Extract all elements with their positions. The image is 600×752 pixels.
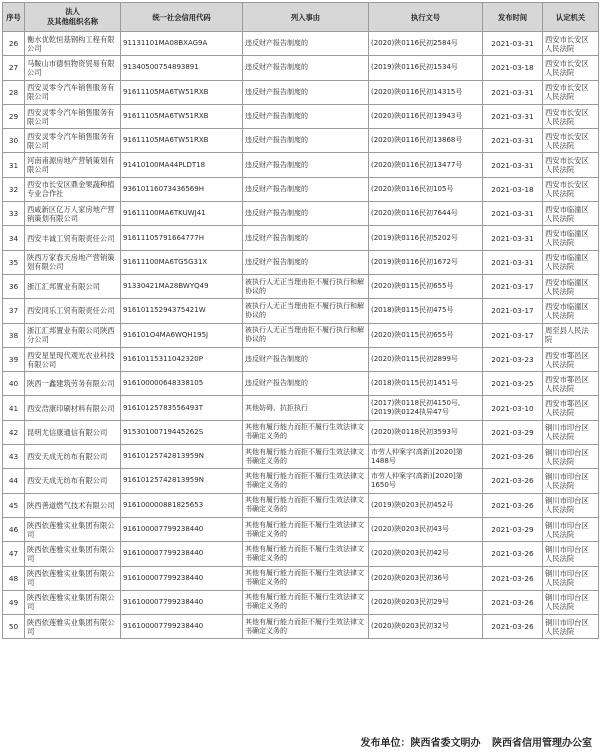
header-name: 法人 及其他组织名称 (25, 3, 121, 32)
entity-name-cell: 陕西依莲雅实业集团有限公司 (25, 615, 121, 639)
case-number-cell: (2020)陕0203民初36号 (369, 566, 483, 590)
table-row (3, 129, 599, 153)
case-number-cell: (2019)陕0116民初5202号 (369, 226, 483, 250)
entity-name-cell: 昆明尤信康通信有限公司 (25, 420, 121, 444)
authority-cell: 西安市长安区人民法院 (543, 32, 599, 56)
credit-code-cell: 916100000648338105 (121, 372, 243, 396)
authority-cell: 铜川市印台区人民法院 (543, 493, 599, 517)
authority-cell: 西安市临潼区人民法院 (543, 274, 599, 298)
table-row (3, 250, 599, 274)
authority-cell: 铜川市印台区人民法院 (543, 615, 599, 639)
listing-reason-cell: 违反财产报告制度的 (243, 250, 369, 274)
publish-date-cell: 2021-03-26 (483, 590, 543, 614)
row-number-cell: 31 (3, 153, 25, 177)
publish-date-cell: 2021-03-17 (483, 274, 543, 298)
authority-cell: 西安市鄠邑区人民法院 (543, 372, 599, 396)
publish-date-cell: 2021-03-31 (483, 250, 543, 274)
publish-date-cell: 2021-03-31 (483, 80, 543, 104)
authority-cell: 西安市临潼区人民法院 (543, 299, 599, 323)
publish-date-cell: 2021-03-31 (483, 153, 543, 177)
row-number-cell: 34 (3, 226, 25, 250)
table-row (3, 323, 599, 347)
entity-name-cell: 西安浩康印刷材料有限公司 (25, 396, 121, 420)
authority-cell: 铜川市印台区人民法院 (543, 445, 599, 469)
entity-name-cell: 陕西一鑫建筑劳务有限公司 (25, 372, 121, 396)
credit-code-cell: 91410100MA44PLDT18 (121, 153, 243, 177)
authority-cell: 西安市临潼区人民法院 (543, 226, 599, 250)
listing-reason-cell: 其他有履行能力而拒不履行生效法律文书确定义务的 (243, 590, 369, 614)
entity-name-cell: 西安灵零令汽车销售服务有限公司 (25, 80, 121, 104)
table-row (3, 104, 599, 128)
credit-code-cell: 91611100MA6TG5G31X (121, 250, 243, 274)
row-number-cell: 50 (3, 615, 25, 639)
dishonest-entity-table (2, 2, 599, 639)
authority-cell: 西安市长安区人民法院 (543, 56, 599, 80)
listing-reason-cell: 违反财产报告制度的 (243, 347, 369, 371)
entity-name-cell: 河南甫源房地产营销策划有限公司 (25, 153, 121, 177)
header-org: 认定机关 (543, 3, 599, 32)
table-row (3, 420, 599, 444)
entity-name-cell: 陕西依莲雅实业集团有限公司 (25, 590, 121, 614)
case-number-cell: (2020)陕0115民初655号 (369, 274, 483, 298)
credit-code-cell: 916100007799238440 (121, 566, 243, 590)
credit-code-cell: 91611105MA6TW51RXB (121, 104, 243, 128)
entity-name-cell: 西安丰诚工贸有限责任公司 (25, 226, 121, 250)
table-row (3, 372, 599, 396)
table-row (3, 396, 599, 420)
entity-name-cell: 陕西万家春天房地产营销策划有限公司 (25, 250, 121, 274)
table-row (3, 153, 599, 177)
publish-date-cell: 2021-03-26 (483, 542, 543, 566)
row-number-cell: 43 (3, 445, 25, 469)
table-row (3, 469, 599, 493)
entity-name-cell: 西安星星现代观光农业科技有限公司 (25, 347, 121, 371)
entity-name-cell: 西安灵零令汽车销售服务有限公司 (25, 129, 121, 153)
publish-date-cell: 2021-03-18 (483, 56, 543, 80)
publish-date-cell: 2021-03-29 (483, 420, 543, 444)
table-row (3, 202, 599, 226)
case-number-cell: (2020)陕0116民初2584号 (369, 32, 483, 56)
case-number-cell: (2020)陕0116民初13943号 (369, 104, 483, 128)
listing-reason-cell: 违反财产报告制度的 (243, 177, 369, 201)
table-row (3, 177, 599, 201)
authority-cell: 铜川市印台区人民法院 (543, 420, 599, 444)
credit-code-cell: 91610125742813959N (121, 445, 243, 469)
case-number-cell: (2020)陕0115民初2899号 (369, 347, 483, 371)
authority-cell: 西安市鄠邑区人民法院 (543, 396, 599, 420)
table-row (3, 299, 599, 323)
credit-code-cell: 91340500754893891 (121, 56, 243, 80)
authority-cell: 铜川市印台区人民法院 (543, 517, 599, 541)
listing-reason-cell: 其他有履行能力而拒不履行生效法律文书确定义务的 (243, 493, 369, 517)
credit-code-cell: 916101O4MA6WQH195J (121, 323, 243, 347)
publisher-footer (361, 734, 592, 749)
case-number-cell: (2017)陕0118民初4150号,(2019)陕0124执异47号 (369, 396, 483, 420)
publish-date-cell: 2021-03-31 (483, 32, 543, 56)
table-row (3, 566, 599, 590)
listing-reason-cell: 其他有履行能力而拒不履行生效法律文书确定义务的 (243, 517, 369, 541)
authority-cell: 西安市鄠邑区人民法院 (543, 347, 599, 371)
credit-code-cell: 91611100MA6TKUWJ41 (121, 202, 243, 226)
header-time: 发布时间 (483, 3, 543, 32)
publish-date-cell: 2021-03-10 (483, 396, 543, 420)
authority-cell: 西安市长安区人民法院 (543, 104, 599, 128)
row-number-cell: 28 (3, 80, 25, 104)
case-number-cell: (2020)陕0116民初13477号 (369, 153, 483, 177)
row-number-cell: 47 (3, 542, 25, 566)
listing-reason-cell: 其他有履行能力而拒不履行生效法律文书确定义务的 (243, 566, 369, 590)
credit-code-cell: 916100007799238440 (121, 615, 243, 639)
credit-code-cell: 91610125742813959N (121, 469, 243, 493)
credit-code-cell: 91530100719445262S (121, 420, 243, 444)
row-number-cell: 44 (3, 469, 25, 493)
table-body (3, 32, 599, 639)
row-number-cell: 40 (3, 372, 25, 396)
row-number-cell: 37 (3, 299, 25, 323)
case-number-cell: (2020)陕0203民初43号 (369, 517, 483, 541)
table-row (3, 542, 599, 566)
entity-name-cell: 浙江汇邦置业有限公司陕西分公司 (25, 323, 121, 347)
case-number-cell: (2019)陕0203民初452号 (369, 493, 483, 517)
case-number-cell: 市劳人仲案字(高新)[2020]第1488号 (369, 445, 483, 469)
publish-date-cell: 2021-03-23 (483, 347, 543, 371)
entity-name-cell: 西安灵零令汽车销售服务有限公司 (25, 104, 121, 128)
credit-code-cell: 916100007799238440 (121, 517, 243, 541)
credit-code-cell: 91611105MA6TW51RXB (121, 80, 243, 104)
listing-reason-cell: 其他有履行能力而拒不履行生效法律文书确定义务的 (243, 445, 369, 469)
publish-date-cell: 2021-03-26 (483, 469, 543, 493)
listing-reason-cell: 违反财产报告制度的 (243, 226, 369, 250)
listing-reason-cell: 违反财产报告制度的 (243, 80, 369, 104)
entity-name-cell: 陕西善道燃气技术有限公司 (25, 493, 121, 517)
header-reason: 列入事由 (243, 3, 369, 32)
entity-name-cell: 陕西依莲雅实业集团有限公司 (25, 517, 121, 541)
entity-name-cell: 西咸新区亿万人家房地产营销策划有限公司 (25, 202, 121, 226)
publish-date-cell: 2021-03-31 (483, 202, 543, 226)
listing-reason-cell: 其他有履行能力而拒不履行生效法律文书确定义务的 (243, 542, 369, 566)
case-number-cell: (2018)陕0115民初1451号 (369, 372, 483, 396)
case-number-cell: (2020)陕0203民初32号 (369, 615, 483, 639)
listing-reason-cell: 违反财产报告制度的 (243, 372, 369, 396)
credit-code-cell: 93610116073436569H (121, 177, 243, 201)
row-number-cell: 48 (3, 566, 25, 590)
listing-reason-cell: 其他有履行能力而拒不履行生效法律文书确定义务的 (243, 469, 369, 493)
row-number-cell: 27 (3, 56, 25, 80)
case-number-cell: (2018)陕0115民初475号 (369, 299, 483, 323)
publish-date-cell: 2021-03-17 (483, 323, 543, 347)
table-row (3, 274, 599, 298)
listing-reason-cell: 其他有履行能力而拒不履行生效法律文书确定义务的 (243, 420, 369, 444)
credit-code-cell: 91610125783556493T (121, 396, 243, 420)
authority-cell: 西安市临潼区人民法院 (543, 202, 599, 226)
authority-cell: 西安市长安区人民法院 (543, 80, 599, 104)
case-number-cell: (2019)陕0116民初1672号 (369, 250, 483, 274)
authority-cell: 铜川市印台区人民法院 (543, 590, 599, 614)
table-row (3, 615, 599, 639)
row-number-cell: 26 (3, 32, 25, 56)
case-number-cell: (2020)陕0118民初3593号 (369, 420, 483, 444)
listing-reason-cell: 违反财产报告制度的 (243, 104, 369, 128)
entity-name-cell: 衡水优乾恒基钢构工程有限公司 (25, 32, 121, 56)
listing-reason-cell: 被执行人无正当理由拒不履行执行和解协议的 (243, 299, 369, 323)
credit-code-cell: 91131101MA08BXAG9A (121, 32, 243, 56)
row-number-cell: 35 (3, 250, 25, 274)
row-number-cell: 42 (3, 420, 25, 444)
credit-code-cell: 916100007799238440 (121, 542, 243, 566)
listing-reason-cell: 违反财产报告制度的 (243, 32, 369, 56)
publish-date-cell: 2021-03-31 (483, 104, 543, 128)
authority-cell: 西安市长安区人民法院 (543, 153, 599, 177)
table-row (3, 32, 599, 56)
case-number-cell: (2020)陕0115民初655号 (369, 323, 483, 347)
table-header-row (3, 3, 599, 32)
publish-date-cell: 2021-03-26 (483, 493, 543, 517)
row-number-cell: 33 (3, 202, 25, 226)
entity-name-cell: 马鞍山市德恒物资贸易有限公司 (25, 56, 121, 80)
publish-date-cell: 2021-03-26 (483, 566, 543, 590)
case-number-cell: (2020)陕0116民初105号 (369, 177, 483, 201)
row-number-cell: 32 (3, 177, 25, 201)
listing-reason-cell: 违反财产报告制度的 (243, 129, 369, 153)
row-number-cell: 29 (3, 104, 25, 128)
credit-code-cell: 91330421MA28BWYQ49 (121, 274, 243, 298)
table-row (3, 347, 599, 371)
authority-cell: 铜川市印台区人民法院 (543, 566, 599, 590)
authority-cell: 西安市长安区人民法院 (543, 129, 599, 153)
table-row (3, 226, 599, 250)
row-number-cell: 49 (3, 590, 25, 614)
listing-reason-cell: 被执行人无正当理由拒不履行执行和解协议的 (243, 323, 369, 347)
listing-reason-cell: 违反财产报告制度的 (243, 56, 369, 80)
publish-date-cell: 2021-03-18 (483, 177, 543, 201)
row-number-cell: 39 (3, 347, 25, 371)
credit-code-cell: 91610115311042320P (121, 347, 243, 371)
case-number-cell: (2020)陕0116民初14315号 (369, 80, 483, 104)
entity-name-cell: 西安市长安区鼎金果蔬种植专业合作社 (25, 177, 121, 201)
header-case: 执行文号 (369, 3, 483, 32)
header-code: 统一社会信用代码 (121, 3, 243, 32)
publish-date-cell: 2021-03-29 (483, 517, 543, 541)
credit-code-cell: 916100000881825653 (121, 493, 243, 517)
row-number-cell: 30 (3, 129, 25, 153)
authority-cell: 西安市临潼区人民法院 (543, 250, 599, 274)
row-number-cell: 36 (3, 274, 25, 298)
entity-name-cell: 陕西依莲雅实业集团有限公司 (25, 566, 121, 590)
entity-name-cell: 西安天成无纺布有限公司 (25, 469, 121, 493)
publisher-label-2: 陕西省信用管理办公室 (492, 738, 592, 749)
publish-date-cell: 2021-03-26 (483, 615, 543, 639)
case-number-cell: (2020)陕0203民初42号 (369, 542, 483, 566)
publish-date-cell: 2021-03-26 (483, 445, 543, 469)
entity-name-cell: 浙江汇邦置业有限公司 (25, 274, 121, 298)
credit-code-cell: 91611105MA6TW51RXB (121, 129, 243, 153)
credit-code-cell: 916100007799238440 (121, 590, 243, 614)
header-no: 序号 (3, 3, 25, 32)
row-number-cell: 41 (3, 396, 25, 420)
authority-cell: 铜川市印台区人民法院 (543, 542, 599, 566)
table-row (3, 590, 599, 614)
listing-reason-cell: 其他妨碍、抗拒执行 (243, 396, 369, 420)
case-number-cell: (2019)陕0116民初1534号 (369, 56, 483, 80)
publish-date-cell: 2021-03-17 (483, 299, 543, 323)
table-row (3, 445, 599, 469)
authority-cell: 铜川市印台区人民法院 (543, 469, 599, 493)
row-number-cell: 46 (3, 517, 25, 541)
listing-reason-cell: 被执行人无正当理由拒不履行执行和解协议的 (243, 274, 369, 298)
listing-reason-cell: 其他有履行能力而拒不履行生效法律文书确定义务的 (243, 615, 369, 639)
authority-cell: 周至县人民法院 (543, 323, 599, 347)
credit-code-cell: 91610115294375421W (121, 299, 243, 323)
case-number-cell: (2020)陕0203民初29号 (369, 590, 483, 614)
case-number-cell: 市劳人仲案字(高新)[2020]第1650号 (369, 469, 483, 493)
case-number-cell: (2020)陕0116民初7644号 (369, 202, 483, 226)
credit-code-cell: 91611105791664777H (121, 226, 243, 250)
case-number-cell: (2020)陕0116民初13868号 (369, 129, 483, 153)
table-row (3, 80, 599, 104)
authority-cell: 西安市长安区人民法院 (543, 177, 599, 201)
table-row (3, 56, 599, 80)
entity-name-cell: 西安同乐工贸有限责任公司 (25, 299, 121, 323)
entity-name-cell: 陕西依莲雅实业集团有限公司 (25, 542, 121, 566)
entity-name-cell: 西安天成无纺布有限公司 (25, 445, 121, 469)
listing-reason-cell: 违反财产报告制度的 (243, 202, 369, 226)
publish-date-cell: 2021-03-31 (483, 226, 543, 250)
table-row (3, 493, 599, 517)
listing-reason-cell: 违反财产报告制度的 (243, 153, 369, 177)
publish-date-cell: 2021-03-25 (483, 372, 543, 396)
table-row (3, 517, 599, 541)
publish-date-cell: 2021-03-31 (483, 129, 543, 153)
publisher-label: 发布单位：陕西省委文明办 (360, 738, 481, 749)
row-number-cell: 45 (3, 493, 25, 517)
row-number-cell: 38 (3, 323, 25, 347)
